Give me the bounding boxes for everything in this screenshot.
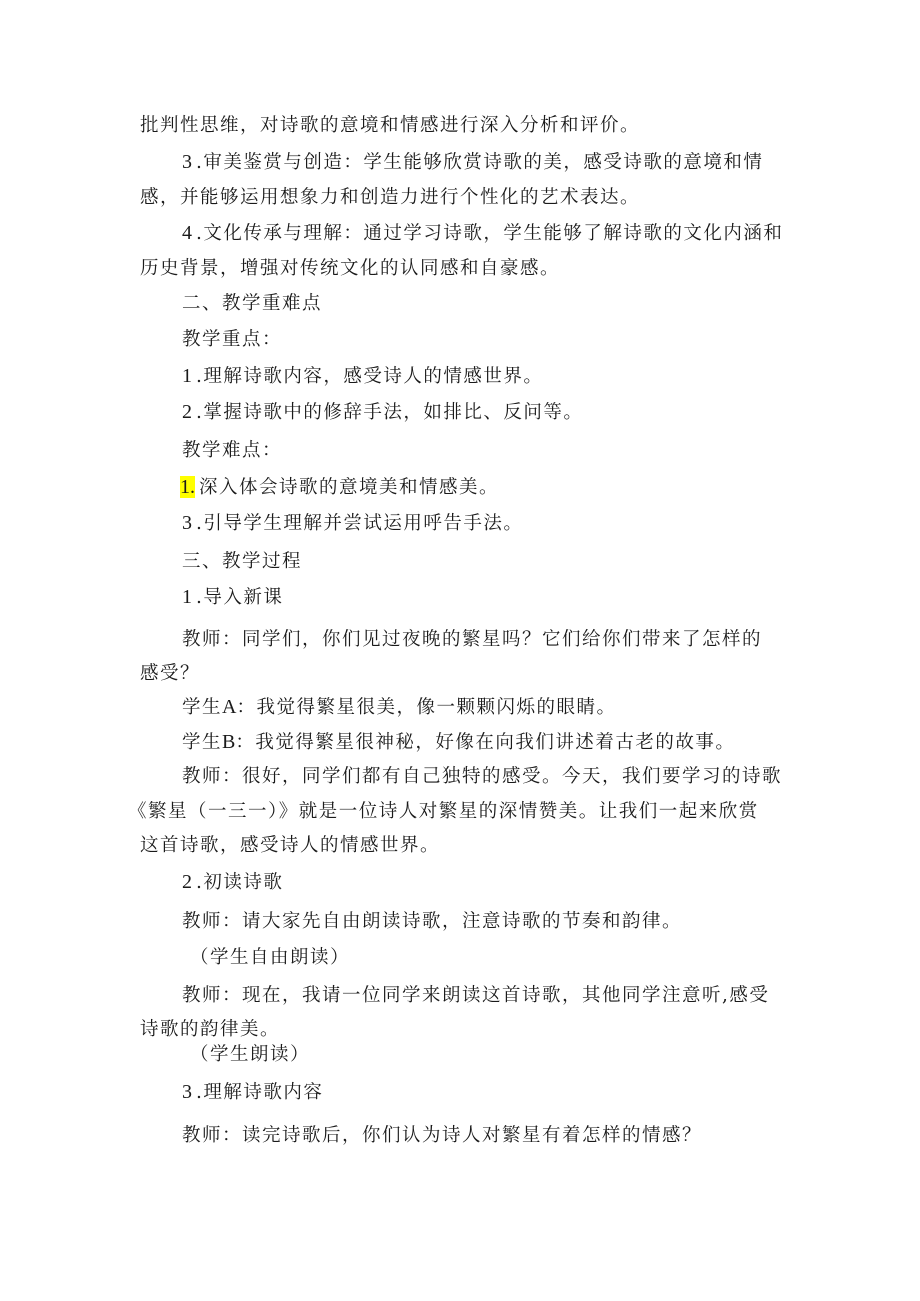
paragraph-line: 诗歌的韵律美。 [140,1019,281,1040]
section-heading-process: 三、教学过程 [182,551,303,572]
dialogue-student-b: 学生B：我觉得繁星很神秘，好像在向我们讲述着古老的故事。 [182,731,736,753]
paragraph-line: 教师：读完诗歌后，你们认为诗人对繁星有着怎样的情感？ [182,1125,703,1146]
stage-direction: （学生自由朗读） [190,947,351,968]
paragraph-line: 教师：很好，同学们都有自己独特的感受。今天，我们要学习的诗歌 [182,766,783,787]
subheading-focus: 教学重点： [182,329,283,350]
step-heading-understand: 3 .理解诗歌内容 [182,1081,324,1103]
paragraph-line: 这首诗歌，感受诗人的情感世界。 [140,835,441,856]
subheading-difficulty: 教学难点： [182,440,283,461]
paragraph-line: 教师：请大家先自由朗读诗歌，注意诗歌的节奏和韵律。 [182,911,683,932]
list-item-culture: 4 .文化传承与理解：通过学习诗歌，学生能够了解诗歌的文化内涵和 [182,222,784,244]
dialogue-student-a: 学生A：我觉得繁星很美，像一颗颗闪烁的眼睛。 [182,696,617,718]
paragraph-line: 教师：现在，我请一位同学来朗读这首诗歌，其他同学注意听,感受 [182,985,770,1006]
paragraph-line: 教师：同学们，你们见过夜晚的繁星吗？它们给你们带来了怎样的 [182,629,763,650]
paragraph-line: 《繁星（一三一）》就是一位诗人对繁星的深情赞美。让我们一起来欣赏 [128,801,759,822]
highlighted-number: 1. [180,476,195,498]
step-heading-first-read: 2 .初读诗歌 [182,871,284,893]
paragraph-line: 感受？ [140,663,201,684]
list-item-difficulty-3: 3 .引导学生理解并尝试运用呼告手法。 [182,512,524,534]
section-heading-key-points: 二、教学重难点 [182,293,323,314]
list-item-aesthetics: 3 .审美鉴赏与创造：学生能够欣赏诗歌的美，感受诗歌的意境和情 [182,151,764,173]
stage-direction: （学生朗读） [190,1044,311,1065]
paragraph-line: 历史背景，增强对传统文化的认同感和自豪感。 [140,258,561,279]
list-item-difficulty-1: 1. 深入体会诗歌的意境美和情感美。 [180,476,500,498]
list-item-focus-1: 1 .理解诗歌内容，感受诗人的情感世界。 [182,365,544,387]
list-item-focus-2: 2 .掌握诗歌中的修辞手法，如排比、反问等。 [182,401,584,423]
paragraph-line: 批判性思维，对诗歌的意境和情感进行深入分析和评价。 [140,115,641,136]
step-heading-intro: 1 .导入新课 [182,586,284,608]
paragraph-line: 感，并能够运用想象力和创造力进行个性化的艺术表达。 [140,187,641,208]
